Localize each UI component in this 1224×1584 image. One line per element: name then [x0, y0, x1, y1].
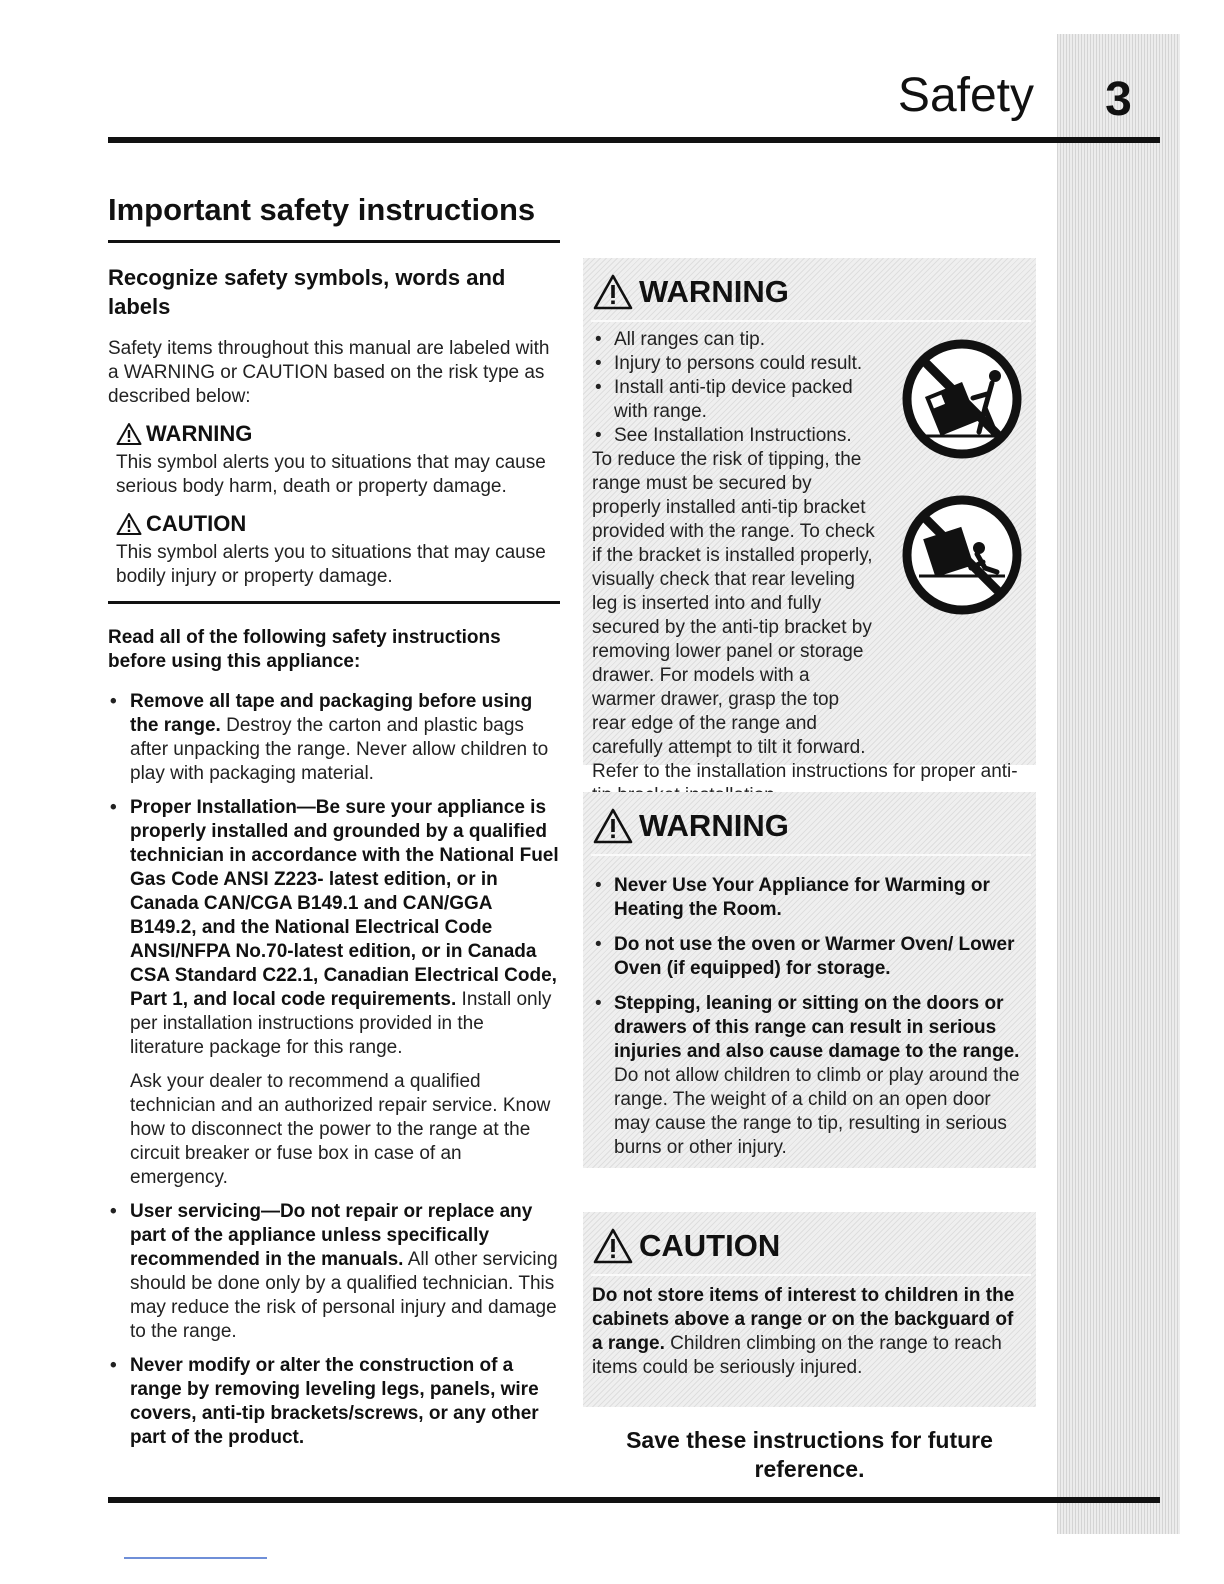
footer-rule — [108, 1497, 1160, 1503]
caution-description: This symbol alerts you to situations that may cause bodily injury or property damage. — [116, 542, 546, 587]
item-text: Do not allow children to climb or play around the range. The weight of a child on an open door may cause the range to tip, resulting in serious burns or other injury. — [614, 1065, 1020, 1158]
list-item — [592, 933, 1026, 981]
warning-triangle-icon — [593, 808, 633, 844]
warning-triangle-icon — [116, 512, 142, 536]
box-title: WARNING — [639, 274, 789, 309]
list-item — [108, 1354, 560, 1450]
no-tipping-icon — [899, 336, 1025, 462]
left-column — [108, 188, 560, 1460]
save-instructions-note: Save these instructions for future reference. — [626, 1427, 993, 1482]
caution-text: Children climbing on the range to reach items could be seriously injured. — [592, 1333, 1002, 1378]
warning-triangle-icon — [116, 422, 142, 446]
list-item — [592, 992, 1026, 1160]
header-rule — [108, 137, 1160, 143]
warning-symbol-heading — [116, 421, 560, 447]
bullet-extra-text: Ask your dealer to recommend a qualified technician and an authorized repair service. Know how to disconnect the power to the range at the circuit breaker or fuse box in case of an emergency. — [130, 1071, 551, 1188]
intro-text: Safety items throughout this manual are labeled with a WARNING or CAUTION based on the risk type as described below: — [108, 338, 550, 407]
caution-label: CAUTION — [146, 511, 247, 536]
warning-list — [592, 328, 882, 448]
no-climbing-icon — [899, 492, 1025, 618]
caution-bold-text: Do not store items of interest to children in the cabinets above a range or on the backguard of a range. — [592, 1285, 1015, 1354]
box-heading — [583, 1212, 1036, 1270]
section-title: Safety — [897, 69, 1034, 122]
box-heading — [583, 258, 1036, 316]
list-item: • Injury to persons could result. — [592, 352, 882, 376]
list-item — [108, 796, 560, 1190]
warning-list — [592, 874, 1026, 1160]
warning-description: This symbol alerts you to situations that may cause serious body harm, death or property damage. — [116, 452, 546, 497]
warning-label: WARNING — [146, 421, 253, 446]
box-body — [583, 856, 1036, 1160]
page-number: 3 — [1105, 73, 1132, 126]
box-heading — [583, 792, 1036, 850]
item-bold-text: Stepping, leaning or sitting on the doors or drawers of this range can result in serious injuries and also cause damage to the range. — [614, 993, 1020, 1062]
list-item: • Install anti-tip device packed with range. — [592, 376, 882, 424]
list-item: • See Installation Instructions. — [592, 424, 882, 448]
bullet-bold-text: Proper Installation—Be sure your appliance is properly installed and grounded by a qualified technician in accordance with the National Fuel Gas Code ANSI Z223- latest edition, or in Canada CAN/CGA B149.1 and CAN/GGA B149.2, and the National Electrical Code ANSI/NFPA No.70-latest edition, or in Canada CSA Standard C22.1, Canadian Electrical Code, Part 1, and local code requirements. — [130, 797, 559, 1010]
bullet-bold-text: Never modify or alter the construction of a range by removing leveling legs, panels, wire covers, anti-tip brackets/screws, or any other part of the product. — [130, 1355, 539, 1448]
box-title: CAUTION — [639, 1228, 781, 1263]
bullet-bold-text: Remove all tape and packaging before using the range. — [130, 691, 533, 736]
bullet-text: Destroy the carton and plastic bags after unpacking the range. Never allow children to play with packaging material. — [130, 715, 549, 784]
list-item — [108, 690, 560, 786]
read-all-instruction: Read all of the following safety instructions before using this appliance: — [108, 627, 501, 672]
anti-tip-warning-box — [583, 258, 1036, 782]
anti-tip-text: To reduce the risk of tipping, the range must be secured by properly installed anti-tip bracket provided with the range. To check if the bracket is installed properly, visually check that rear leveling leg is inserted into and fully secured by the anti-tip bracket by removing lower panel or storage drawer. For models with a warmer drawer, grasp the top rear edge of the range and carefully attempt to tilt it forward. Refer to the installation instructions for proper anti- — [592, 449, 1018, 782]
list-item — [108, 1200, 560, 1344]
warning-triangle-icon — [593, 1228, 633, 1264]
usage-warning-box — [583, 792, 1036, 1168]
item-bold-text: Do not use the oven or Warmer Oven/ Lower Oven (if equipped) for storage. — [614, 934, 1015, 979]
bullet-bold-text: User servicing—Do not repair or replace any part of the appliance unless specifically recommended in the manuals. — [130, 1201, 533, 1270]
box-body — [583, 1276, 1036, 1380]
page-title: Important safety instructions — [108, 188, 560, 243]
section-divider — [108, 601, 560, 604]
bullet-text: Install only per installation instructions provided in the literature package for this range. — [130, 989, 552, 1058]
list-item — [592, 874, 1026, 922]
safety-instruction-list — [108, 690, 560, 1450]
list-item: • All ranges can tip. — [592, 328, 882, 352]
box-title: WARNING — [639, 808, 789, 843]
caution-box — [583, 1212, 1036, 1407]
caution-symbol-heading — [116, 511, 560, 537]
warning-triangle-icon — [593, 274, 633, 310]
footer-link-underline — [124, 1557, 267, 1559]
section-subtitle: Recognize safety symbols, words and labels — [108, 265, 506, 319]
bullet-text: All other servicing should be done only by a qualified technician. This may reduce the risk of personal injury and damage to the range. — [130, 1249, 558, 1342]
side-tab-strip — [1057, 34, 1180, 1534]
item-bold-text: Never Use Your Appliance for Warming or Heating the Room. — [614, 875, 990, 920]
